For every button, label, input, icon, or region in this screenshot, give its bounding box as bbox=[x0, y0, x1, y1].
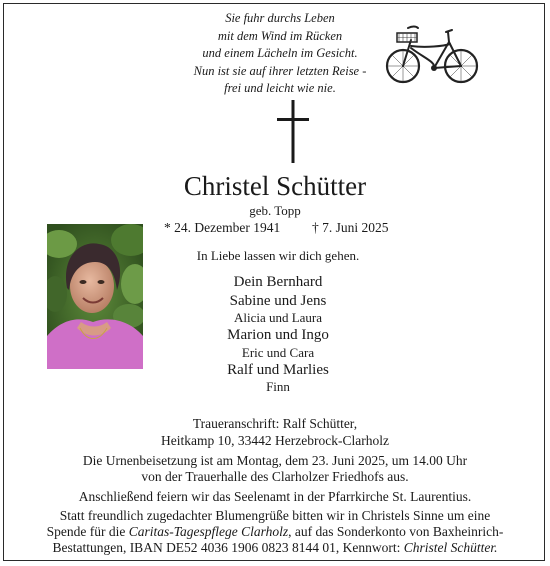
ceremony-notice bbox=[0, 453, 550, 485]
ceremony-line: Die Urnenbeisetzung ist am Montag, dem 23. Juni 2025, um 14.00 Uhr bbox=[82, 453, 468, 468]
charity-name: Caritas-Tagespflege Clarholz bbox=[128, 524, 289, 539]
bicycle-icon bbox=[384, 18, 480, 88]
donation-text: Bestattungen, IBAN DE52 4036 1906 0823 8144 01, Kennwort: bbox=[52, 540, 404, 555]
cross-icon bbox=[273, 100, 313, 164]
birth-date: * 24. Dezember 1941 bbox=[164, 220, 281, 235]
donation-text: , auf das Sonderkonto von Baxheinrich- bbox=[288, 524, 504, 539]
mourning-address bbox=[0, 415, 550, 449]
donation-keyword: Christel Schütter. bbox=[403, 540, 498, 555]
death-date: † 7. Juni 2025 bbox=[312, 220, 389, 235]
poem-line: frei und leicht wie nie. bbox=[224, 81, 336, 95]
family-member: Ralf und Marlies bbox=[227, 361, 329, 378]
family-list bbox=[150, 273, 406, 395]
family-member: Eric und Cara bbox=[241, 344, 315, 360]
requiem-notice bbox=[0, 489, 550, 505]
poem-line: mit dem Wind im Rücken bbox=[217, 28, 343, 43]
poem-line: Nun ist sie auf ihrer letzten Reise - bbox=[193, 63, 367, 78]
family-member: Sabine und Jens bbox=[229, 292, 327, 309]
deceased-name: Christel Schütter bbox=[183, 171, 367, 201]
family-member: Finn bbox=[266, 379, 290, 394]
poem-line: und einem Lächeln im Gesicht. bbox=[202, 46, 358, 60]
donation-line: Statt freundlich zugedachter Blumengrüße bitten wir in Christels Sinne um eine bbox=[59, 508, 491, 523]
donation-line bbox=[0, 524, 550, 540]
donation-text: Spende für die bbox=[46, 524, 129, 539]
address-line: Heitkamp 10, 33442 Herzebrock-Clarholz bbox=[161, 433, 389, 448]
family-member: Dein Bernhard bbox=[233, 274, 323, 290]
requiem-line: Anschließend feiern wir das Seelenamt in der Pfarrkirche St. Laurentius. bbox=[78, 489, 472, 504]
birth-name: geb. Topp bbox=[249, 203, 301, 218]
poem-line: Sie fuhr durchs Leben bbox=[225, 11, 335, 25]
donation-line bbox=[0, 540, 550, 556]
donation-notice bbox=[0, 508, 550, 556]
portrait-photo bbox=[47, 224, 143, 369]
motto: In Liebe lassen wir dich gehen. bbox=[196, 248, 360, 263]
family-member: Alicia und Laura bbox=[233, 310, 323, 325]
family-member: Marion und Ingo bbox=[227, 327, 329, 343]
poem bbox=[190, 10, 370, 98]
ceremony-line: von der Trauerhalle des Clarholzer Friedhofs aus. bbox=[141, 469, 409, 484]
address-line: Traueranschrift: Ralf Schütter, bbox=[192, 416, 358, 431]
